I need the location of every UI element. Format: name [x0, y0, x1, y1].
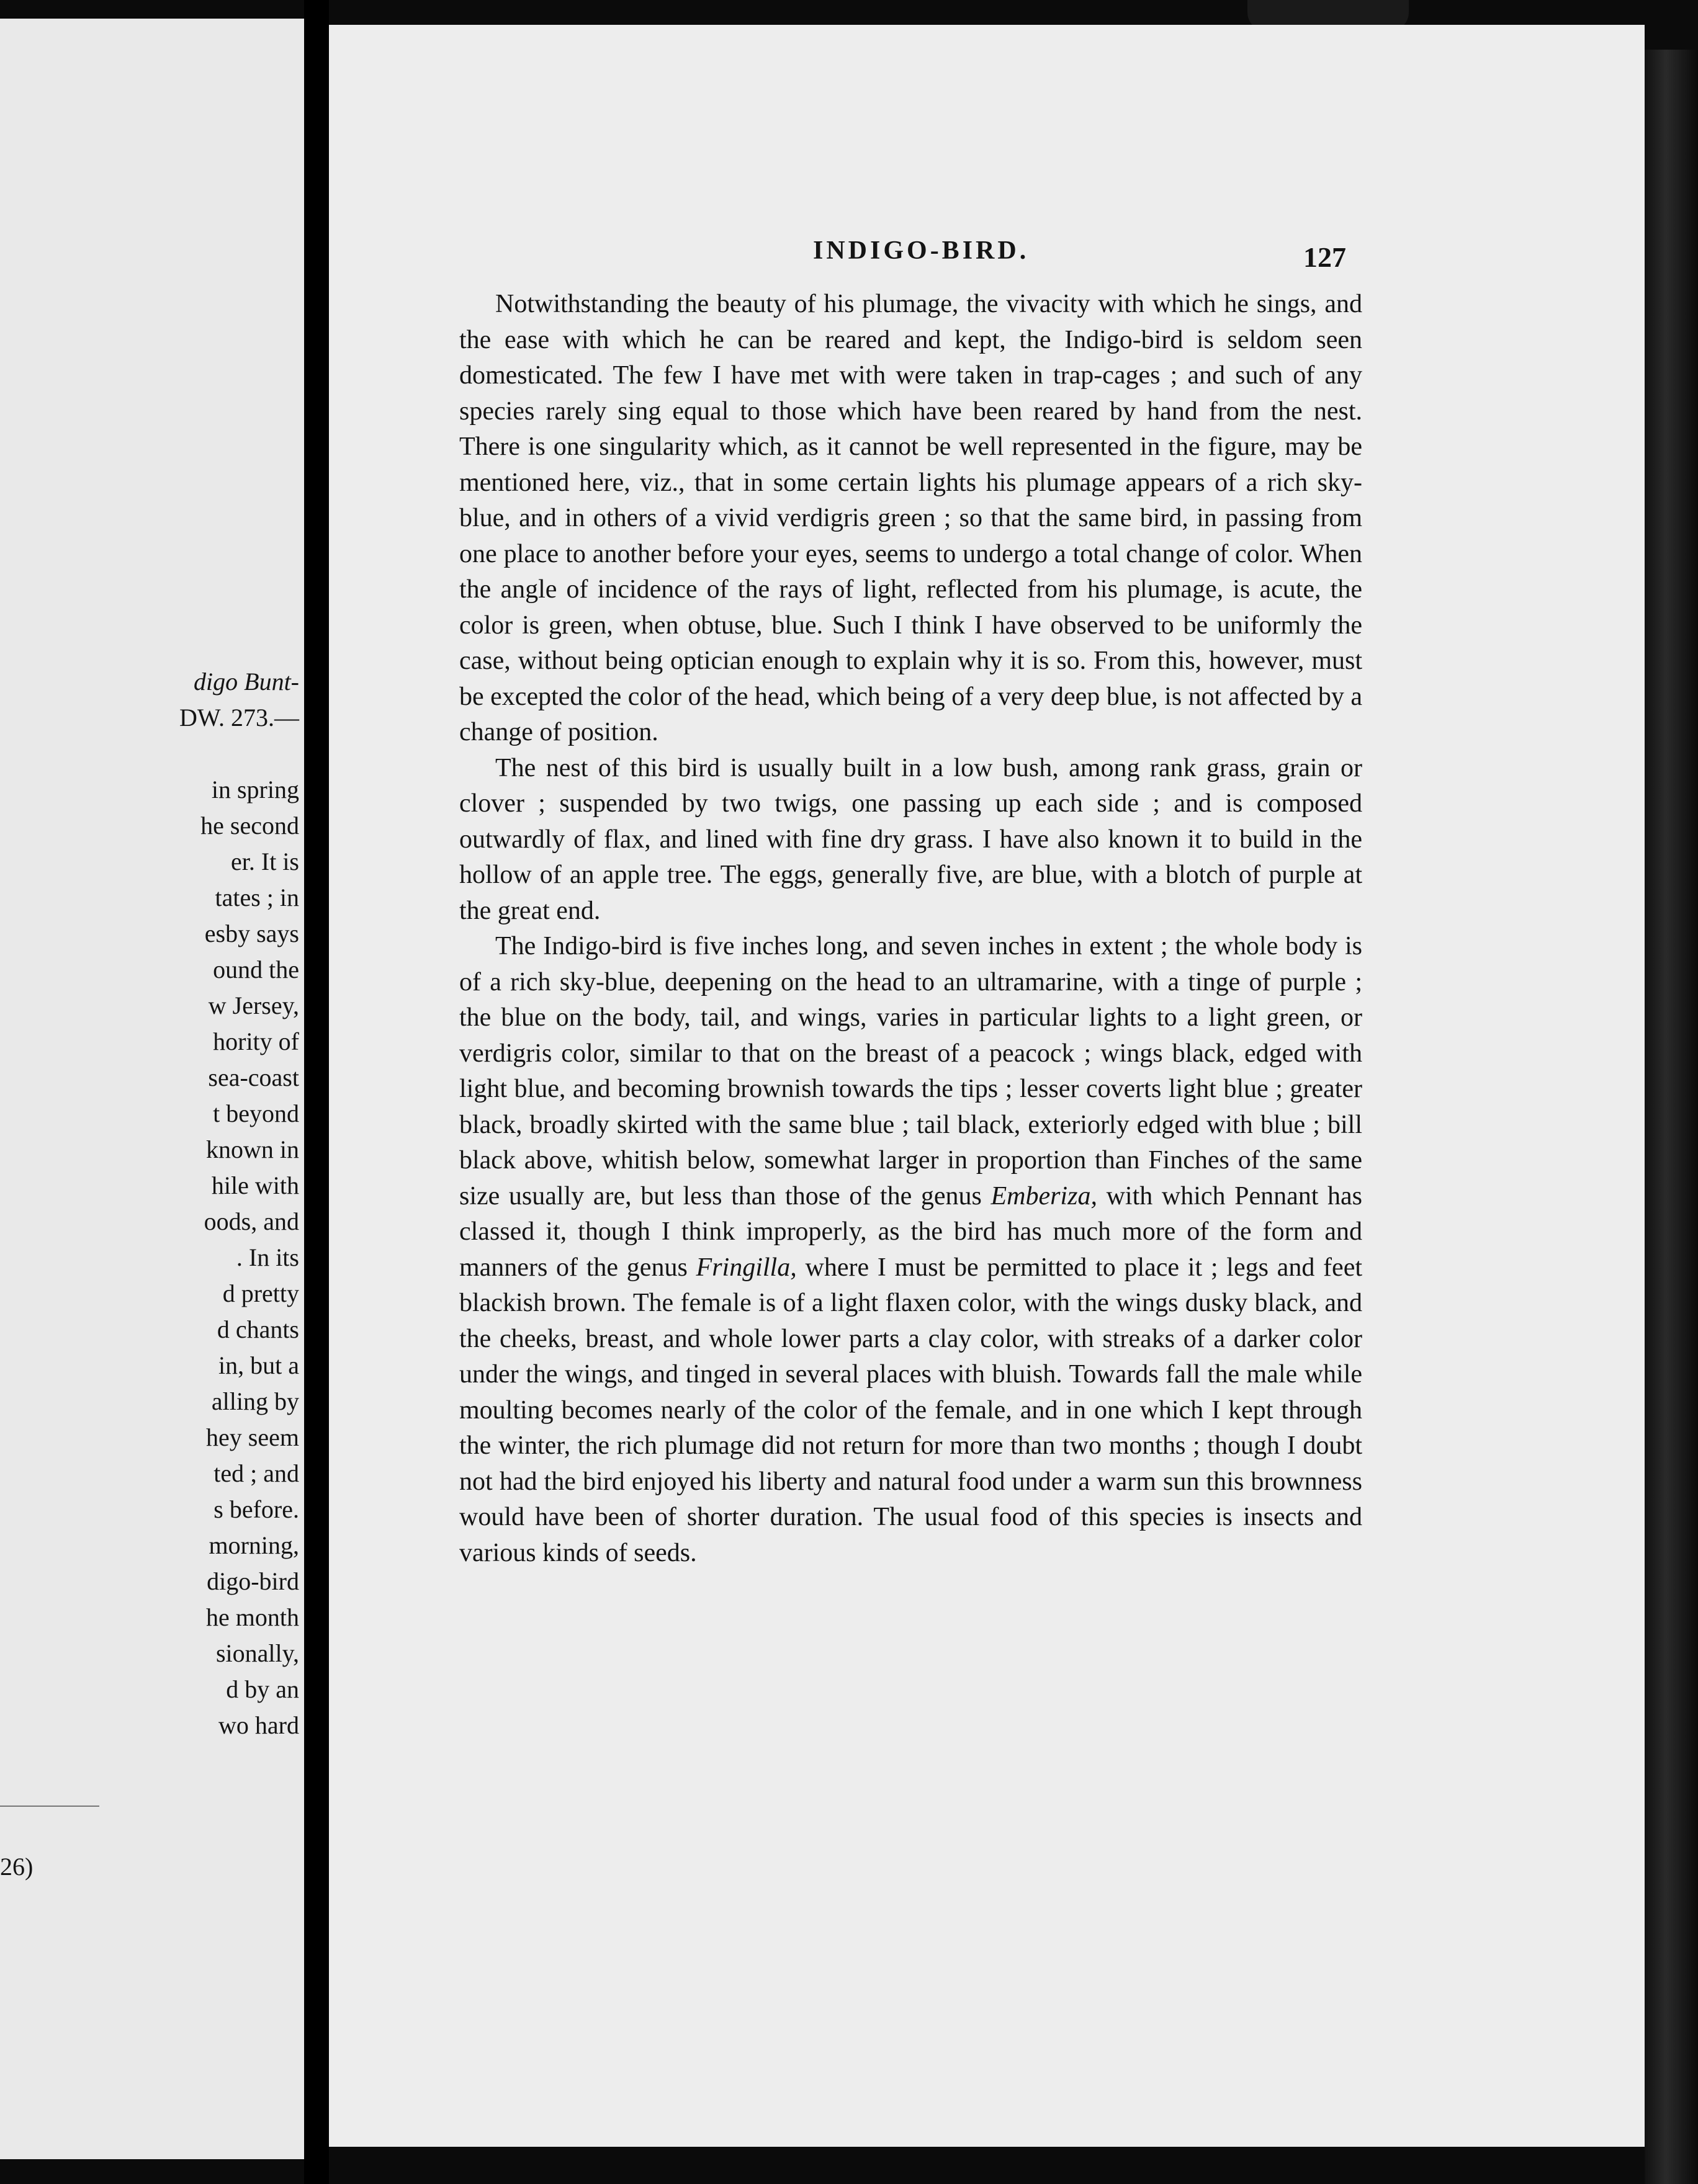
- paragraph-3-part-c: where I must be permitted to place it ; legs and feet blackish brown. The female is of a light flaxen color, with the wings dusky black, and the cheeks, breast, and whole lower parts a clay color, with streaks of a darker color under the wings, and tinged in several places with bluish. Towards fall the male while moulting becomes nearly of the color of the female, and in one which I kept through the winter, the rich plumage did not return for more than two months ; though I doubt not had the bird enjoyed his liberty and natural food under a warm sun this brownness would have been of shorter duration. The usual food of this species is insects and various kinds of seeds.: [459, 1253, 1362, 1567]
- page-number: 127: [1303, 241, 1346, 273]
- left-line: he second: [200, 812, 299, 839]
- paragraph-3-part-a: The Indigo-bird is five inches long, and seven inches in extent ; the whole body is of a rich sky-blue, deepening on the head to an ultramarine, with a tinge of purple ; the blue on the body, tail, and wings, varies in particular lights to a light green, or verdigris color, similar to that on the breast of a peacock ; wings black, edged with light blue, and becoming brownish towards the tips ; lesser coverts light blue ; greater black, broadly skirted with the same blue ; tail black, exteriorly edged with blue ; bill black above, whitish below, somewhat larger in proportion than Finches of the same size usually are, but less than those of the genus: [459, 932, 1362, 1211]
- body-text: [459, 287, 1362, 1571]
- left-footnote: 26): [0, 1853, 34, 1881]
- left-line: hile with: [211, 1171, 299, 1199]
- left-line: w Jersey,: [208, 991, 299, 1019]
- left-line: in, but a: [218, 1351, 299, 1379]
- left-line: ound the: [213, 956, 299, 983]
- left-line: d chants: [217, 1315, 299, 1343]
- book-gutter: [304, 0, 329, 2184]
- left-line: s before.: [213, 1495, 299, 1523]
- left-line: hority of: [213, 1027, 299, 1055]
- left-line: wo hard: [218, 1711, 299, 1739]
- left-line: . In its: [236, 1243, 299, 1271]
- left-facing-page: [0, 19, 304, 2159]
- left-line: d by an: [226, 1675, 299, 1703]
- left-line: tates ; in: [215, 884, 299, 911]
- left-line: digo Bunt-: [194, 668, 299, 696]
- left-line: sea-coast: [208, 1063, 299, 1091]
- left-line: digo-bird: [207, 1567, 299, 1595]
- genus-emberiza: Emberiza,: [990, 1181, 1097, 1211]
- left-line: hey seem: [206, 1423, 299, 1451]
- left-line: sionally,: [215, 1639, 299, 1667]
- paragraph-2: The nest of this bird is usually built in a low bush, among rank grass, grain or clover ; suspended by two twigs, one passing up each side ; and is composed outwardly of flax, and lined with fine dry grass. I have also known it to build in the hollow of an apple tree. The eggs, generally five, are blue, with a blotch of purple at the great end.: [459, 753, 1362, 925]
- left-line: DW. 273.—: [179, 704, 299, 732]
- running-head: INDIGO-BIRD.: [813, 236, 1030, 265]
- left-line: morning,: [209, 1531, 299, 1559]
- left-line: alling by: [211, 1387, 299, 1415]
- left-line-gap: [1, 736, 299, 772]
- left-line: t beyond: [213, 1099, 299, 1127]
- left-line: known in: [206, 1135, 299, 1163]
- paragraph-3-part-b: with which Pennant has classed it, though I think improperly, as the bird has much more of the form and manners of the genus: [459, 1181, 1363, 1282]
- left-line: esby says: [204, 920, 299, 947]
- left-line: er. It is: [231, 848, 299, 875]
- left-page-text: [1, 664, 299, 1743]
- left-line: in spring: [211, 776, 299, 803]
- paragraph-1: Notwithstanding the beauty of his plumage, the vivacity with which he sings, and the ease with which he can be reared and kept, the Indigo-bird is seldom seen domesticated. The few I have met with were taken in trap-cages ; and such of any species rarely sing equal to those which have been reared by hand from the nest. There is one singularity which, as it cannot be well represented in the figure, may be mentioned here, viz., that in some certain lights his plumage appears of a rich sky-blue, and in others of a vivid verdigris green ; so that the same bird, in passing from one place to another before your eyes, seems to undergo a total change of color. When the angle of incidence of the rays of light, reflected from his plumage, is acute, the color is green, when obtuse, blue. Such I think I have observed to be uniformly the case, without being optician enough to explain why it is so. From this, however, must be excepted the color of the head, which being of a very deep blue, is not affected by a change of position.: [459, 290, 1362, 746]
- genus-fringilla: Fringilla,: [696, 1253, 797, 1282]
- footnote-rule: [0, 1806, 99, 1807]
- left-line: oods, and: [204, 1207, 299, 1235]
- left-line: d pretty: [222, 1279, 299, 1307]
- page-edge-shadow: [1645, 50, 1698, 2184]
- paragraph-3: [459, 929, 1362, 1571]
- left-line: he month: [206, 1603, 299, 1631]
- left-line: ted ; and: [213, 1459, 299, 1487]
